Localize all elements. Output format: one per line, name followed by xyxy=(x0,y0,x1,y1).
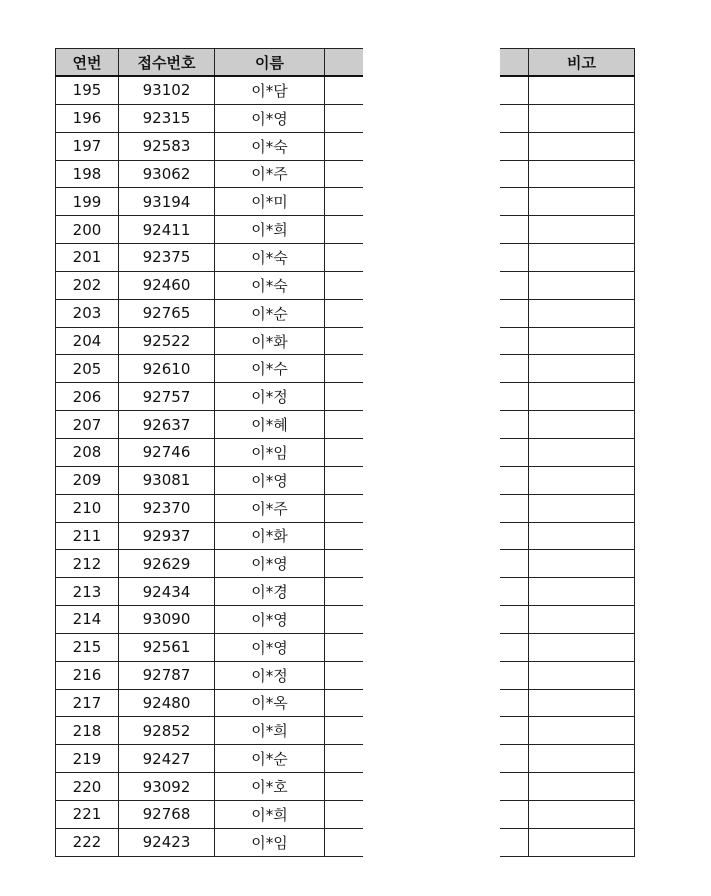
note-cell xyxy=(529,661,635,689)
row-name: 이*영 xyxy=(215,466,325,494)
row-name: 이*임 xyxy=(215,438,325,466)
note-row xyxy=(500,522,635,550)
row-blank xyxy=(325,689,364,717)
note-row-blank xyxy=(500,271,529,299)
table-row xyxy=(56,216,364,244)
table-row xyxy=(56,466,364,494)
row-no: 212 xyxy=(56,550,119,578)
row-blank xyxy=(325,773,364,801)
note-cell xyxy=(529,299,635,327)
note-cell xyxy=(529,578,635,606)
row-name: 이*호 xyxy=(215,773,325,801)
note-row xyxy=(500,717,635,745)
note-cell xyxy=(529,689,635,717)
note-row-blank xyxy=(500,327,529,355)
row-no: 195 xyxy=(56,76,119,104)
row-name: 이*순 xyxy=(215,745,325,773)
note-row-blank xyxy=(500,745,529,773)
row-no: 217 xyxy=(56,689,119,717)
row-no: 196 xyxy=(56,104,119,132)
note-cell xyxy=(529,327,635,355)
row-blank xyxy=(325,299,364,327)
row-name: 이*정 xyxy=(215,383,325,411)
table-row xyxy=(56,355,364,383)
table-row xyxy=(56,522,364,550)
row-no: 219 xyxy=(56,745,119,773)
row-blank xyxy=(325,800,364,828)
note-row-blank xyxy=(500,578,529,606)
note-row-blank xyxy=(500,188,529,216)
note-row-blank xyxy=(500,494,529,522)
note-row-blank xyxy=(500,244,529,272)
row-receipt: 92411 xyxy=(119,216,215,244)
note-row xyxy=(500,411,635,439)
note-cell xyxy=(529,383,635,411)
row-no: 207 xyxy=(56,411,119,439)
table-row xyxy=(56,633,364,661)
row-blank xyxy=(325,244,364,272)
table-row xyxy=(56,299,364,327)
table-row xyxy=(56,411,364,439)
table-row xyxy=(56,606,364,634)
note-row xyxy=(500,689,635,717)
header-receipt: 접수번호 xyxy=(119,49,215,77)
table-row xyxy=(56,828,364,856)
row-receipt: 92852 xyxy=(119,717,215,745)
note-cell xyxy=(529,773,635,801)
table-row xyxy=(56,661,364,689)
row-blank xyxy=(325,717,364,745)
note-row xyxy=(500,606,635,634)
row-no: 199 xyxy=(56,188,119,216)
table-row xyxy=(56,578,364,606)
note-row xyxy=(500,828,635,856)
table-row xyxy=(56,689,364,717)
row-blank xyxy=(325,522,364,550)
note-row xyxy=(500,188,635,216)
note-row xyxy=(500,383,635,411)
note-cell xyxy=(529,411,635,439)
row-blank xyxy=(325,411,364,439)
note-table xyxy=(500,48,635,857)
note-cell xyxy=(529,494,635,522)
row-name: 이*화 xyxy=(215,327,325,355)
row-name: 이*경 xyxy=(215,578,325,606)
note-row xyxy=(500,466,635,494)
row-blank xyxy=(325,271,364,299)
note-row-blank xyxy=(500,76,529,104)
row-blank xyxy=(325,606,364,634)
note-row-blank xyxy=(500,299,529,327)
row-name: 이*혜 xyxy=(215,411,325,439)
row-receipt: 92427 xyxy=(119,745,215,773)
table-row xyxy=(56,132,364,160)
table-row xyxy=(56,383,364,411)
header-name: 이름 xyxy=(215,49,325,77)
note-cell xyxy=(529,355,635,383)
row-receipt: 92765 xyxy=(119,299,215,327)
row-no: 208 xyxy=(56,438,119,466)
note-row-blank xyxy=(500,104,529,132)
note-row xyxy=(500,271,635,299)
row-receipt: 93062 xyxy=(119,160,215,188)
row-name: 이*임 xyxy=(215,828,325,856)
row-blank xyxy=(325,383,364,411)
table-row xyxy=(56,244,364,272)
row-receipt: 92434 xyxy=(119,578,215,606)
row-receipt: 92423 xyxy=(119,828,215,856)
row-receipt: 92746 xyxy=(119,438,215,466)
row-receipt: 92937 xyxy=(119,522,215,550)
table-row xyxy=(56,76,364,104)
row-no: 222 xyxy=(56,828,119,856)
row-blank xyxy=(325,188,364,216)
row-receipt: 92522 xyxy=(119,327,215,355)
row-no: 221 xyxy=(56,800,119,828)
header-row xyxy=(56,49,364,77)
row-blank xyxy=(325,828,364,856)
row-receipt: 93081 xyxy=(119,466,215,494)
row-name: 이*수 xyxy=(215,355,325,383)
row-no: 210 xyxy=(56,494,119,522)
row-no: 214 xyxy=(56,606,119,634)
row-receipt: 92610 xyxy=(119,355,215,383)
row-name: 이*주 xyxy=(215,160,325,188)
row-no: 203 xyxy=(56,299,119,327)
note-row xyxy=(500,355,635,383)
row-no: 213 xyxy=(56,578,119,606)
note-cell xyxy=(529,550,635,578)
table-row xyxy=(56,438,364,466)
table-row xyxy=(56,494,364,522)
row-blank xyxy=(325,355,364,383)
row-name: 이*희 xyxy=(215,717,325,745)
table-row xyxy=(56,745,364,773)
row-receipt: 92375 xyxy=(119,244,215,272)
row-no: 216 xyxy=(56,661,119,689)
row-blank xyxy=(325,633,364,661)
note-cell xyxy=(529,271,635,299)
row-name: 이*숙 xyxy=(215,132,325,160)
row-no: 209 xyxy=(56,466,119,494)
note-row xyxy=(500,132,635,160)
note-cell xyxy=(529,188,635,216)
note-row-blank xyxy=(500,828,529,856)
row-name: 이*숙 xyxy=(215,244,325,272)
table-row xyxy=(56,717,364,745)
note-row-blank xyxy=(500,216,529,244)
row-no: 206 xyxy=(56,383,119,411)
table-row xyxy=(56,773,364,801)
note-header-blank xyxy=(500,49,529,77)
note-cell xyxy=(529,244,635,272)
table-row xyxy=(56,271,364,299)
row-receipt: 93090 xyxy=(119,606,215,634)
row-receipt: 92787 xyxy=(119,661,215,689)
row-name: 이*희 xyxy=(215,800,325,828)
note-cell xyxy=(529,745,635,773)
note-cell xyxy=(529,438,635,466)
note-row-blank xyxy=(500,550,529,578)
note-cell xyxy=(529,132,635,160)
note-row-blank xyxy=(500,411,529,439)
row-receipt: 92315 xyxy=(119,104,215,132)
note-row xyxy=(500,633,635,661)
note-row xyxy=(500,104,635,132)
note-cell xyxy=(529,216,635,244)
note-row xyxy=(500,578,635,606)
row-name: 이*화 xyxy=(215,522,325,550)
table-row xyxy=(56,188,364,216)
note-cell xyxy=(529,717,635,745)
note-cell xyxy=(529,633,635,661)
row-name: 이*숙 xyxy=(215,271,325,299)
note-row xyxy=(500,773,635,801)
row-blank xyxy=(325,550,364,578)
row-name: 이*순 xyxy=(215,299,325,327)
row-name: 이*영 xyxy=(215,104,325,132)
note-cell xyxy=(529,104,635,132)
row-receipt: 93092 xyxy=(119,773,215,801)
note-row xyxy=(500,745,635,773)
table-row xyxy=(56,550,364,578)
row-blank xyxy=(325,104,364,132)
row-blank xyxy=(325,216,364,244)
roster-body xyxy=(56,76,364,856)
note-row-blank xyxy=(500,633,529,661)
row-receipt: 92768 xyxy=(119,800,215,828)
note-row-blank xyxy=(500,522,529,550)
row-name: 이*옥 xyxy=(215,689,325,717)
note-row xyxy=(500,800,635,828)
row-name: 이*영 xyxy=(215,633,325,661)
row-receipt: 92460 xyxy=(119,271,215,299)
note-row-blank xyxy=(500,132,529,160)
note-cell xyxy=(529,828,635,856)
note-row xyxy=(500,160,635,188)
row-blank xyxy=(325,494,364,522)
note-cell xyxy=(529,76,635,104)
row-receipt: 92583 xyxy=(119,132,215,160)
note-row-blank xyxy=(500,438,529,466)
row-no: 211 xyxy=(56,522,119,550)
note-row-blank xyxy=(500,800,529,828)
row-name: 이*담 xyxy=(215,76,325,104)
table-row xyxy=(56,327,364,355)
row-no: 218 xyxy=(56,717,119,745)
row-receipt: 92480 xyxy=(119,689,215,717)
note-row xyxy=(500,76,635,104)
row-no: 220 xyxy=(56,773,119,801)
note-row-blank xyxy=(500,355,529,383)
note-row xyxy=(500,216,635,244)
note-cell xyxy=(529,160,635,188)
row-no: 215 xyxy=(56,633,119,661)
row-receipt: 92561 xyxy=(119,633,215,661)
note-row-blank xyxy=(500,689,529,717)
row-blank xyxy=(325,160,364,188)
header-blank xyxy=(325,49,364,77)
table-row xyxy=(56,104,364,132)
row-receipt: 92370 xyxy=(119,494,215,522)
header-no: 연번 xyxy=(56,49,119,77)
roster-table xyxy=(55,48,363,857)
row-name: 이*미 xyxy=(215,188,325,216)
row-no: 197 xyxy=(56,132,119,160)
note-cell xyxy=(529,522,635,550)
note-header-row xyxy=(500,49,635,77)
row-blank xyxy=(325,438,364,466)
row-name: 이*주 xyxy=(215,494,325,522)
note-row-blank xyxy=(500,606,529,634)
row-blank xyxy=(325,466,364,494)
row-blank xyxy=(325,661,364,689)
note-row-blank xyxy=(500,160,529,188)
note-row xyxy=(500,327,635,355)
note-row xyxy=(500,661,635,689)
row-receipt: 92629 xyxy=(119,550,215,578)
note-cell xyxy=(529,606,635,634)
note-cell xyxy=(529,800,635,828)
note-row-blank xyxy=(500,466,529,494)
row-blank xyxy=(325,132,364,160)
row-receipt: 92637 xyxy=(119,411,215,439)
row-name: 이*희 xyxy=(215,216,325,244)
row-no: 202 xyxy=(56,271,119,299)
note-row xyxy=(500,244,635,272)
row-name: 이*정 xyxy=(215,661,325,689)
row-name: 이*영 xyxy=(215,550,325,578)
note-row-blank xyxy=(500,661,529,689)
row-no: 200 xyxy=(56,216,119,244)
row-receipt: 93102 xyxy=(119,76,215,104)
note-row xyxy=(500,494,635,522)
row-blank xyxy=(325,745,364,773)
table-row xyxy=(56,160,364,188)
row-no: 204 xyxy=(56,327,119,355)
note-row-blank xyxy=(500,773,529,801)
row-blank xyxy=(325,578,364,606)
note-body xyxy=(500,76,635,856)
row-blank xyxy=(325,76,364,104)
note-row-blank xyxy=(500,383,529,411)
table-row xyxy=(56,800,364,828)
row-blank xyxy=(325,327,364,355)
row-no: 198 xyxy=(56,160,119,188)
header-note: 비고 xyxy=(529,49,635,77)
note-row xyxy=(500,438,635,466)
row-name: 이*영 xyxy=(215,606,325,634)
note-row xyxy=(500,550,635,578)
row-no: 205 xyxy=(56,355,119,383)
note-row-blank xyxy=(500,717,529,745)
note-cell xyxy=(529,466,635,494)
row-receipt: 93194 xyxy=(119,188,215,216)
row-no: 201 xyxy=(56,244,119,272)
note-row xyxy=(500,299,635,327)
row-receipt: 92757 xyxy=(119,383,215,411)
